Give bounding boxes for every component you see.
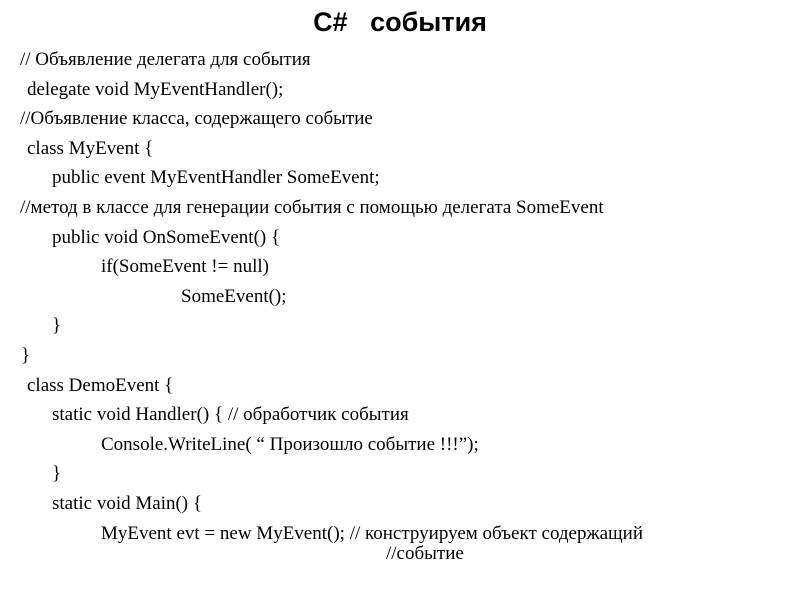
code-line-delegate-decl: delegate void MyEventHandler(); <box>27 78 284 100</box>
code-line-if-null-check: if(SomeEvent != null) <box>101 256 269 278</box>
code-line-comment-method: //метод в классе для генерации события с помощью делегата SomeEvent <box>20 196 604 218</box>
code-line-comment-delegate: // Объявление делегата для события <box>20 49 311 70</box>
slide-title: C# события <box>313 7 487 37</box>
code-line-onsomeevent: public void OnSomeEvent() { <box>52 226 281 248</box>
code-line-myevent-construct: MyEvent evt = new MyEvent(); // конструируем объект содержащий <box>101 522 644 544</box>
code-line-event-field: public event MyEventHandler SomeEvent; <box>52 167 380 189</box>
code-line-comment-class: //Объявление класса, содержащего событие <box>20 108 373 130</box>
code-line-class-demoevent: class DemoEvent { <box>27 374 174 396</box>
code-line-handler-method: static void Handler() { // обработчик события <box>52 404 409 426</box>
code-line-comment-event-wrap: //событие <box>386 543 464 565</box>
code-line-console-writeline: Console.WriteLine( “ Произошло событие !!!”); <box>101 433 479 455</box>
code-line-invoke-event: SomeEvent(); <box>181 285 287 307</box>
code-line-class-myevent: class MyEvent { <box>27 137 154 159</box>
code-line-handler-close-brace: } <box>52 463 62 485</box>
code-line-method-close-brace: } <box>52 315 62 337</box>
code-line-class-close-brace: } <box>21 344 31 366</box>
code-line-main-method: static void Main() { <box>52 492 203 514</box>
code-block <box>0 45 800 564</box>
